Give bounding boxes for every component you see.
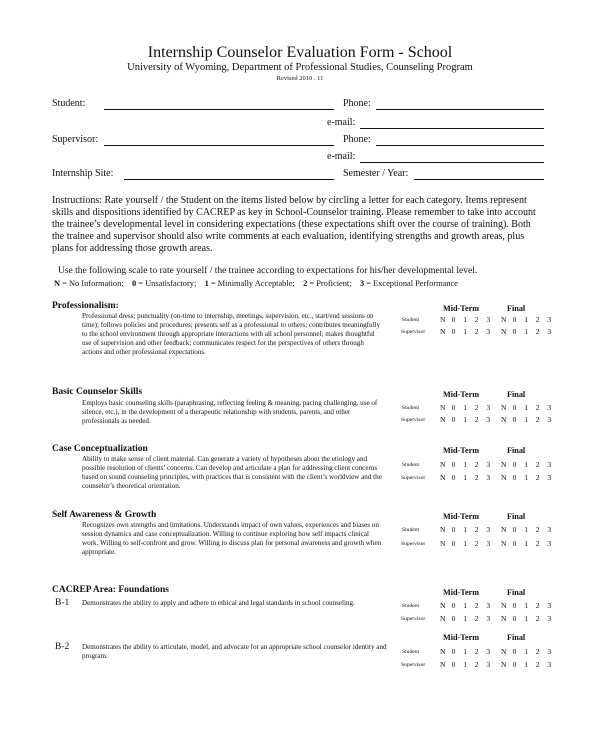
rating-option[interactable]: 3 <box>486 660 491 669</box>
rating-option[interactable]: 0 <box>451 460 456 469</box>
rating-option[interactable]: N <box>501 473 507 482</box>
rating-option[interactable]: N <box>440 601 446 610</box>
supervisor-row-label: Supervisor <box>401 475 426 481</box>
form-title: Internship Counselor Evaluation Form - School <box>147 44 453 61</box>
rating-option[interactable]: 3 <box>547 460 552 469</box>
rating-option[interactable]: 1 <box>524 601 528 610</box>
rating-option[interactable]: 0 <box>451 647 456 656</box>
rating-option[interactable]: 0 <box>512 601 517 610</box>
rating-option[interactable]: 0 <box>451 327 456 336</box>
rating-option[interactable]: 1 <box>524 403 528 412</box>
rating-options-mid-supervisor[interactable] <box>440 473 498 482</box>
rating-option[interactable]: 2 <box>474 415 479 424</box>
rating-option[interactable]: N <box>501 539 507 548</box>
rating-option[interactable]: 3 <box>486 647 491 656</box>
scale-intro: Use the following scale to rate yourself / the trainee according to expectations for his/her developmental level. <box>58 266 478 276</box>
rating-option[interactable]: N <box>501 614 507 623</box>
semester-year-label: Semester / Year: <box>343 168 409 179</box>
rating-option[interactable]: 0 <box>512 460 517 469</box>
midterm-header: Mid-Term <box>443 446 480 455</box>
rating-option[interactable]: N <box>501 660 507 669</box>
supervisor-input-line[interactable] <box>104 145 334 146</box>
rating-option[interactable]: 3 <box>547 403 552 412</box>
rating-option[interactable]: 1 <box>463 525 467 534</box>
rating-option[interactable]: 1 <box>463 327 467 336</box>
rating-options-mid-student[interactable] <box>440 460 498 469</box>
student-phone-line[interactable] <box>376 109 544 110</box>
final-header: Final <box>507 633 526 642</box>
supervisor-row-label: Supervisor <box>401 541 426 547</box>
supervisor-row-label: Supervisor <box>401 616 426 622</box>
supervisor-phone-label: Phone: <box>343 134 371 145</box>
rating-option[interactable]: N <box>440 315 446 324</box>
rating-option[interactable]: 3 <box>486 473 491 482</box>
rating-option[interactable]: 1 <box>524 460 528 469</box>
rating-option[interactable]: N <box>440 403 446 412</box>
rating-options-final-student[interactable] <box>501 647 559 656</box>
final-header: Final <box>507 446 526 455</box>
scale-text: = Unsatisfactory; <box>136 279 197 288</box>
rating-option[interactable]: 1 <box>463 647 467 656</box>
rating-option[interactable]: 0 <box>451 415 456 424</box>
rating-options-final-student[interactable] <box>501 403 559 412</box>
rating-option[interactable]: N <box>440 327 446 336</box>
supervisor-row-label: Supervisor <box>401 417 426 423</box>
student-email-line[interactable] <box>360 128 544 129</box>
rating-options-final-supervisor[interactable] <box>501 614 559 623</box>
rating-option[interactable]: 3 <box>547 525 552 534</box>
rating-option[interactable]: N <box>440 539 446 548</box>
rating-option[interactable]: 1 <box>463 315 467 324</box>
scale-text: = Exceptional Performance <box>364 279 458 288</box>
rating-options-mid-supervisor[interactable] <box>440 327 498 336</box>
rating-option[interactable]: 3 <box>486 315 491 324</box>
rating-option[interactable]: N <box>501 460 507 469</box>
scale-code: 1 <box>204 279 209 288</box>
rating-options-mid-supervisor[interactable] <box>440 415 498 424</box>
rating-option[interactable]: 2 <box>474 525 479 534</box>
midterm-header: Mid-Term <box>443 512 480 521</box>
rating-option[interactable]: N <box>440 614 446 623</box>
rating-option[interactable]: 1 <box>524 614 528 623</box>
student-row-label: Student <box>402 649 420 655</box>
rating-options-mid-student[interactable] <box>440 601 498 610</box>
scale-code: 0 <box>132 279 137 288</box>
rating-option[interactable]: 2 <box>535 647 540 656</box>
semester-year-line[interactable] <box>414 179 544 180</box>
rating-option[interactable]: 1 <box>524 327 528 336</box>
rating-option[interactable]: 3 <box>547 647 552 656</box>
final-header: Final <box>507 304 526 313</box>
rating-option[interactable]: 2 <box>535 315 540 324</box>
rating-option[interactable]: 2 <box>535 473 540 482</box>
internship-site-label: Internship Site: <box>52 168 114 179</box>
rating-option[interactable]: 3 <box>486 601 491 610</box>
rating-option[interactable]: 2 <box>474 315 479 324</box>
rating-option[interactable]: 2 <box>535 660 540 669</box>
student-row-label: Student <box>402 405 420 411</box>
supervisor-phone-line[interactable] <box>376 145 544 146</box>
rating-option[interactable]: 1 <box>463 403 467 412</box>
student-label: Student: <box>52 98 86 109</box>
rating-options-mid-student[interactable] <box>440 647 498 656</box>
rating-option[interactable]: 2 <box>474 403 479 412</box>
scale-code: N <box>54 279 61 288</box>
rating-option[interactable]: 2 <box>474 647 479 656</box>
rating-option[interactable]: 1 <box>463 539 467 548</box>
rating-option[interactable]: 2 <box>535 614 540 623</box>
student-row-label: Student <box>402 527 420 533</box>
rating-option[interactable]: 3 <box>486 415 491 424</box>
rating-option[interactable]: 0 <box>512 415 517 424</box>
supervisor-email-label: e-mail: <box>327 151 356 162</box>
rating-option[interactable]: 0 <box>512 539 517 548</box>
rating-option[interactable]: 2 <box>474 614 479 623</box>
rating-option[interactable]: 3 <box>486 525 491 534</box>
rating-option[interactable]: N <box>440 415 446 424</box>
rating-option[interactable]: 0 <box>451 525 456 534</box>
supervisor-email-line[interactable] <box>360 162 544 163</box>
section-title-cacrep-foundations: CACREP Area: Foundations <box>52 585 170 595</box>
rating-option[interactable]: 2 <box>474 473 479 482</box>
rating-option[interactable]: 0 <box>512 660 517 669</box>
rating-options-final-student[interactable] <box>501 601 559 610</box>
rating-option[interactable]: N <box>440 525 446 534</box>
rating-option[interactable]: 0 <box>512 403 517 412</box>
rating-options-mid-student[interactable] <box>440 403 498 412</box>
rating-option[interactable]: 2 <box>535 415 540 424</box>
internship-site-line[interactable] <box>124 179 334 180</box>
rating-option[interactable]: 0 <box>512 473 517 482</box>
midterm-header: Mid-Term <box>443 633 480 642</box>
rating-option[interactable]: 2 <box>535 327 540 336</box>
rating-option[interactable]: 0 <box>451 601 456 610</box>
rating-option[interactable]: 1 <box>524 415 528 424</box>
rating-option[interactable]: 3 <box>547 539 552 548</box>
midterm-header: Mid-Term <box>443 588 480 597</box>
email-label: e-mail: <box>327 117 356 128</box>
rating-option[interactable]: 2 <box>474 660 479 669</box>
final-header: Final <box>507 390 526 399</box>
rating-option[interactable]: 0 <box>451 473 456 482</box>
rating-option[interactable]: 3 <box>547 315 552 324</box>
rating-option[interactable]: N <box>501 525 507 534</box>
student-row-label: Student <box>402 462 420 468</box>
rating-option[interactable]: 1 <box>463 601 467 610</box>
rating-option[interactable]: N <box>501 415 507 424</box>
rating-options-final-supervisor[interactable] <box>501 539 559 548</box>
rating-option[interactable]: N <box>501 327 507 336</box>
rating-option[interactable]: 3 <box>547 473 552 482</box>
rating-option[interactable]: 0 <box>512 614 517 623</box>
rating-option[interactable]: 1 <box>524 315 528 324</box>
form-subtitle: University of Wyoming, Department of Professional Studies, Counseling Program <box>127 62 473 73</box>
revision-label: Revised 2010 . 11 <box>276 75 324 82</box>
rating-option[interactable]: 0 <box>512 525 517 534</box>
rating-option[interactable]: 2 <box>535 539 540 548</box>
student-row-label: Student <box>402 317 420 323</box>
rating-option[interactable]: N <box>440 660 446 669</box>
rating-options-mid-supervisor[interactable] <box>440 614 498 623</box>
rating-option[interactable]: 1 <box>463 614 467 623</box>
rating-option[interactable]: 0 <box>451 539 456 548</box>
rating-option[interactable]: 2 <box>474 601 479 610</box>
rating-option[interactable]: 0 <box>451 614 456 623</box>
rating-option[interactable]: 2 <box>535 460 540 469</box>
rating-option[interactable]: 1 <box>524 660 528 669</box>
rating-option[interactable]: 3 <box>486 539 491 548</box>
rating-options-final-supervisor[interactable] <box>501 327 559 336</box>
rating-option[interactable]: N <box>501 647 507 656</box>
section-title-professionalism: Professionalism: <box>52 301 119 311</box>
final-header: Final <box>507 512 526 521</box>
rating-option[interactable]: 3 <box>486 403 491 412</box>
rating-option[interactable]: 2 <box>474 460 479 469</box>
phone-label: Phone: <box>343 98 371 109</box>
rating-options-mid-student[interactable] <box>440 525 498 534</box>
rating-option[interactable]: 2 <box>535 601 540 610</box>
rating-option[interactable]: 3 <box>547 614 552 623</box>
rating-option[interactable]: 1 <box>524 647 528 656</box>
rating-option[interactable]: 2 <box>474 539 479 548</box>
supervisor-label: Supervisor: <box>52 134 99 145</box>
rating-option[interactable]: N <box>440 473 446 482</box>
rating-option[interactable]: 3 <box>486 614 491 623</box>
rating-option[interactable]: 1 <box>463 660 467 669</box>
rating-options-mid-supervisor[interactable] <box>440 660 498 669</box>
rating-option[interactable]: 3 <box>547 660 552 669</box>
rating-option[interactable]: 0 <box>512 315 517 324</box>
rating-option[interactable]: 0 <box>512 327 517 336</box>
rating-option[interactable]: 3 <box>486 460 491 469</box>
instructions-text: Instructions: Rate yourself / the Student on the items listed below by circling a letter for each category. Items represent skills and dispositions identified by CACREP as key in School-Counselor training. Please remember to take into account the trainee’s developmental level in considering expectations (these expectations shift over the course of training). Both the trainee and supervisor should also write comments at each evaluation, identifying strengths and growth areas, plus plans for addressing those growth areas. <box>52 195 536 255</box>
midterm-header: Mid-Term <box>443 304 480 313</box>
rating-option[interactable]: 1 <box>463 460 467 469</box>
rating-option[interactable]: N <box>501 315 507 324</box>
scale-text: = Minimally Acceptable; <box>208 279 295 288</box>
section-desc-case-conceptualization: Ability to make sense of client material. Can generate a variety of hypotheses about the etiology and possible resolution of clients’ concerns. Can develop and articulate a plan for addressing client concerns based on sound counseling principles, with practices that is consistent with the client’s worldview and the counselor’s theoretical orientation. <box>82 455 382 491</box>
rating-option[interactable]: 1 <box>463 415 467 424</box>
rating-option[interactable]: 2 <box>535 403 540 412</box>
item-code-b2: B-2 <box>55 642 70 652</box>
student-input-line[interactable] <box>104 109 334 110</box>
section-title-self-awareness: Self Awareness & Growth <box>52 510 157 520</box>
rating-options-final-student[interactable] <box>501 460 559 469</box>
rating-options-final-student[interactable] <box>501 525 559 534</box>
item-desc-b1: Demonstrates the ability to apply and adhere to ethical and legal standards in school counseling. <box>82 599 355 607</box>
rating-option[interactable]: 0 <box>512 647 517 656</box>
scale-text: = Proficient; <box>307 279 352 288</box>
rating-options-mid-student[interactable] <box>440 315 498 324</box>
rating-option[interactable]: 3 <box>547 327 552 336</box>
rating-option[interactable]: 1 <box>524 525 528 534</box>
rating-option[interactable]: 3 <box>547 415 552 424</box>
student-row-label: Student <box>402 603 420 609</box>
scale-code: 2 <box>303 279 308 288</box>
final-header: Final <box>507 588 526 597</box>
rating-option[interactable]: 1 <box>463 473 467 482</box>
rating-options-final-supervisor[interactable] <box>501 415 559 424</box>
scale-text: = No Information; <box>60 279 124 288</box>
section-title-basic-skills: Basic Counselor Skills <box>52 387 143 397</box>
scale-code: 3 <box>359 279 365 288</box>
section-desc-basic-skills: Employs basic counseling skills (paraphrasing, reflecting feeling & meaning, pacing challenging, use of silence, etc.), in the development of a therapeutic relationship with students, parents, and other professionals as needed. <box>82 399 378 426</box>
item-desc-b2: Demonstrates the ability to articulate, model, and advocate for an appropriate school counselor identity and program. <box>82 643 387 661</box>
section-title-case-conceptualization: Case Conceptualization <box>52 444 148 454</box>
supervisor-row-label: Supervisor <box>401 662 426 668</box>
section-desc-self-awareness: Recognizes own strengths and limitations. Understands impact of own values, experiences and biases on session dynamics and case conceptualization. Willing to continue exploring how self impacts clinical work. Willing to self-confront and grow. Willing to discuss plan for personal awareness and growth when appropriate. <box>82 521 382 557</box>
rating-options-final-student[interactable] <box>501 315 559 324</box>
rating-options-mid-supervisor[interactable] <box>440 539 498 548</box>
rating-option[interactable]: 1 <box>524 473 528 482</box>
rating-option[interactable]: 3 <box>547 601 552 610</box>
rating-option[interactable]: N <box>501 403 507 412</box>
rating-options-final-supervisor[interactable] <box>501 473 559 482</box>
rating-option[interactable]: 2 <box>535 525 540 534</box>
rating-option[interactable]: N <box>440 460 446 469</box>
rating-option[interactable]: 3 <box>486 327 491 336</box>
rating-option[interactable]: 0 <box>451 403 456 412</box>
scale-key <box>54 279 458 288</box>
rating-option[interactable]: 0 <box>451 315 456 324</box>
supervisor-row-label: Supervisor <box>401 329 426 335</box>
rating-option[interactable]: 0 <box>451 660 456 669</box>
rating-options-final-supervisor[interactable] <box>501 660 559 669</box>
rating-option[interactable]: N <box>440 647 446 656</box>
item-code-b1: B-1 <box>55 598 70 608</box>
rating-option[interactable]: 1 <box>524 539 528 548</box>
section-desc-professionalism: Professional dress; punctuality (on-time to internship, meetings, supervision, etc., start/end sessions on time); follows policies and procedures; presents self as a professional to others; contributes meaningfully to the school environment through appropriate interactions with all school personnel; makes thoughtful use of supervision and other feedback; communicates respect for the perspectives of others through actions and other professional expectations. <box>82 312 381 357</box>
rating-option[interactable]: N <box>501 601 507 610</box>
midterm-header: Mid-Term <box>443 390 480 399</box>
rating-option[interactable]: 2 <box>474 327 479 336</box>
